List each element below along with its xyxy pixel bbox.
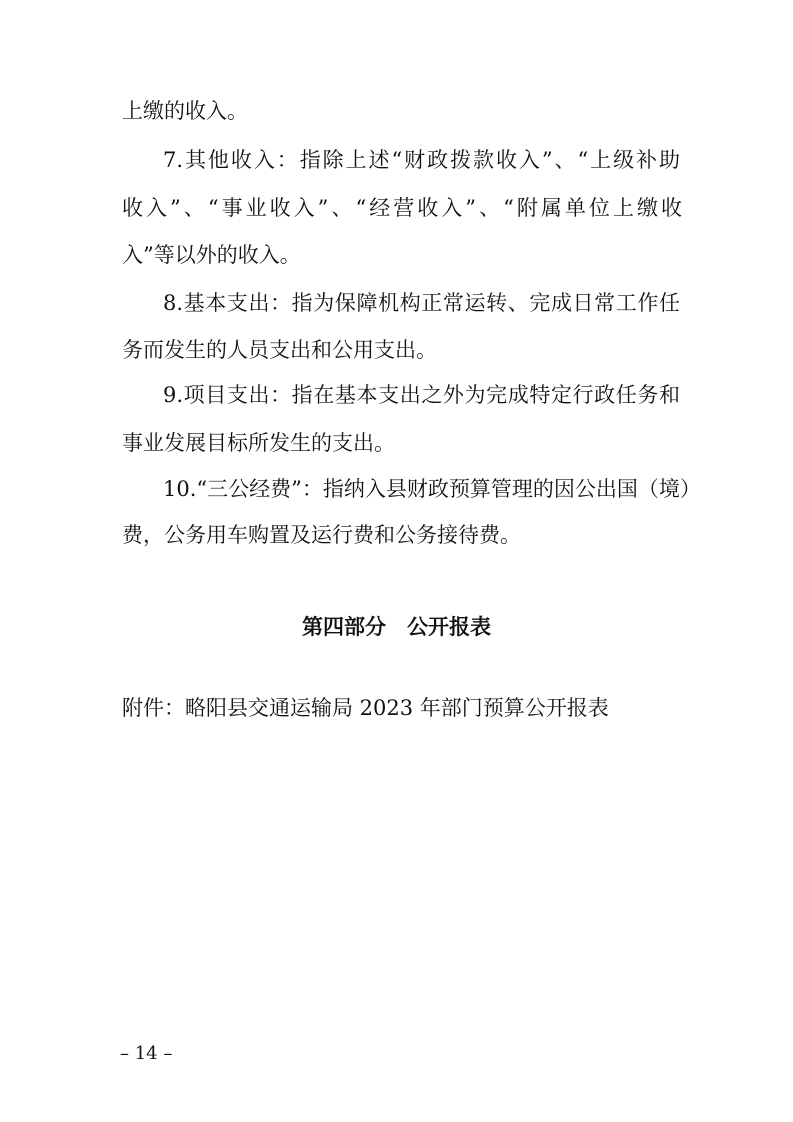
paragraph-line: 入”等以外的收入。 <box>122 243 301 267</box>
paragraph-line: 费，公务用车购置及运行费和公务接待费。 <box>122 523 521 547</box>
paragraph-line: 事业发展目标所发生的支出。 <box>122 431 395 455</box>
paragraph-line: 收入”、“事业收入”、“经营收入”、“附属单位上缴收 <box>122 196 682 220</box>
paragraph-line: 务而发生的人员支出和公用支出。 <box>122 338 437 362</box>
attachment-line: 附件：略阳县交通运输局 2023 年部门预算公开报表 <box>122 696 609 720</box>
paragraph-line: 9.项目支出：指在基本支出之外为完成特定行政任务和 <box>163 383 680 407</box>
page-number: – 14 – <box>120 1043 173 1064</box>
paragraph-line: 上缴的收入。 <box>122 99 248 123</box>
section-heading: 第四部分 公开报表 <box>302 615 491 639</box>
paragraph-line: 7.其他收入：指除上述“财政拨款收入”、“上级补助 <box>163 148 680 172</box>
paragraph-line: 10.“三公经费”：指纳入县财政预算管理的因公出国（境） <box>163 477 701 501</box>
paragraph-line: 8.基本支出：指为保障机构正常运转、完成日常工作任 <box>163 291 680 315</box>
